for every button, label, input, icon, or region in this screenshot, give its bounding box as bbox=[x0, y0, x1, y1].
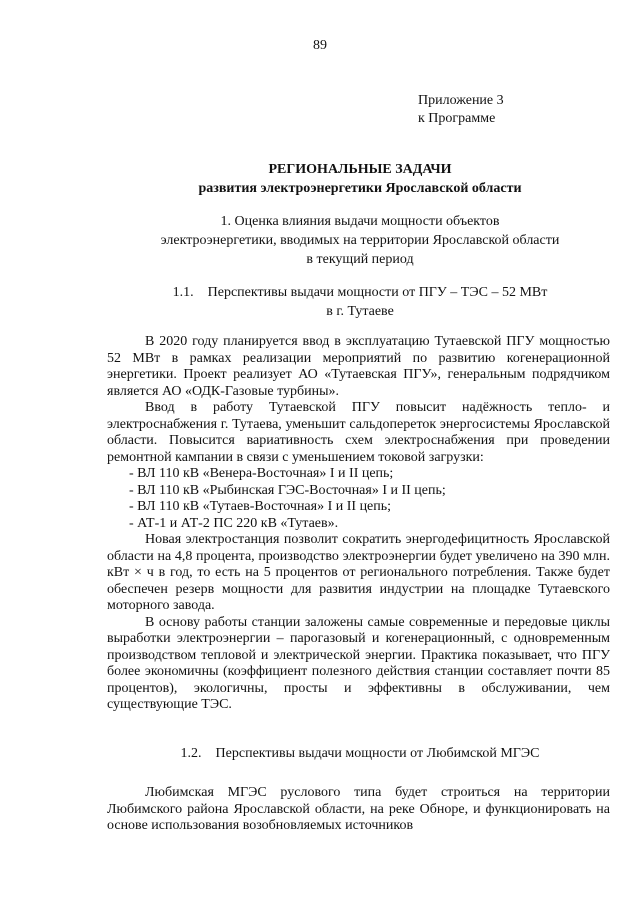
page-number: 89 bbox=[313, 38, 327, 53]
title-line: развития электроэнергетики Ярославской области bbox=[198, 181, 522, 196]
appendix-line: Приложение 3 bbox=[418, 93, 504, 108]
heading-line: 1. Оценка влияния выдачи мощности объектов bbox=[220, 214, 500, 229]
heading-line: 1.1. Перспективы выдачи мощности от ПГУ – ТЭС – 52 МВт bbox=[172, 285, 548, 300]
paragraph: В основу работы станции заложены самые современные и передовые циклы выработки электроэнергии – парогазовый и когенерационный, с одновременным производством тепловой и электрической энергии. Практика показывает, что ПГУ более экономичны (коэффициент полезного действия станции составляет почти 85 процентов), экологичны, просты и эффективны в обслуживании, чем существующие ТЭС. bbox=[107, 614, 610, 712]
list-item: - АТ-1 и АТ-2 ПС 220 кВ «Тутаев». bbox=[129, 515, 339, 531]
heading-line: в текущий период bbox=[306, 252, 414, 267]
list-item: - ВЛ 110 кВ «Венера-Восточная» I и II цепь; bbox=[129, 466, 394, 481]
section-1-1-heading bbox=[100, 283, 620, 321]
list-item: - ВЛ 110 кВ «Тутаев-Восточная» I и II цепь; bbox=[129, 499, 392, 514]
paragraph: Любимская МГЭС руслового типа будет строиться на территории Любимского района Ярославской области, на реке Обноре, и функционировать на основе использования возобновляемых источников bbox=[107, 785, 610, 833]
document-title bbox=[100, 160, 620, 198]
heading-line: 1.2. Перспективы выдачи мощности от Любимской МГЭС bbox=[180, 746, 540, 761]
heading-line: электроэнергетики, вводимых на территории Ярославской области bbox=[160, 233, 560, 248]
appendix-line: к Программе bbox=[418, 111, 496, 126]
paragraph: В 2020 году планируется ввод в эксплуатацию Тутаевской ПГУ мощностью 52 МВт в рамках реализации мероприятий по развитию когенерационной энергетики. Проект реализует АО «Тутаевская ПГУ», генеральным подрядчиком является АО «ОДК-Газовые турбины». bbox=[107, 334, 610, 399]
appendix-reference bbox=[418, 92, 504, 128]
list-item: - ВЛ 110 кВ «Рыбинская ГЭС-Восточная» I и II цепь; bbox=[129, 482, 446, 498]
section-1-2-heading bbox=[100, 744, 620, 763]
paragraph: Новая электростанция позволит сократить энергодефицитность Ярославской области на 4,8 процента, производство электроэнергии будет увеличено на 390 млн. кВт × ч в год, то есть на 5 процентов от регионального потребления. Также будет обеспечен резерв мощности для развития индустрии на площадке Тутаевского моторного завода. bbox=[107, 532, 610, 613]
section-1-2-body bbox=[107, 785, 610, 835]
title-line: РЕГИОНАЛЬНЫЕ ЗАДАЧИ bbox=[268, 162, 452, 177]
section-1-1-body bbox=[107, 334, 610, 714]
section-1-heading bbox=[100, 212, 620, 269]
heading-line: в г. Тутаеве bbox=[326, 304, 394, 319]
paragraph: Ввод в работу Тутаевской ПГУ повысит надёжность тепло- и электроснабжения г. Тутаева, уменьшит сальдопереток энергосистемы Ярославской области. Повысится вариативность схем электроснабжения при проведении ремонтной кампании в связи с уменьшением токовой загрузки: bbox=[107, 400, 610, 465]
